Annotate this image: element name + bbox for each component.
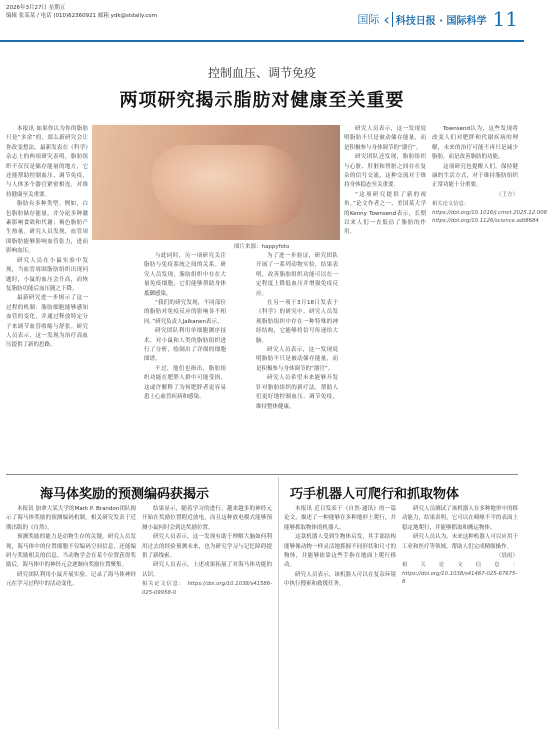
- doi-link[interactable]: https://doi.org/10.1016/j.cmet.2025.12.008: [432, 209, 547, 216]
- paragraph: 研究人员表示，这一发现有助于理解大脑如何利用过去的经验预测未来，也为研究学习与记忆障碍提供了新线索。: [142, 534, 272, 560]
- paper-reference: [142, 580, 272, 597]
- right-article-title: 巧手机器人可爬行和抓取物体: [290, 487, 460, 502]
- paragraph: 研究团队利用单细胞测序技术，对小鼠和人类的脂肪组织进行了分析，绘制出了详细的细胞图谱。: [144, 328, 226, 363]
- reference-label: 相关论文信息：: [402, 562, 518, 569]
- feature-column-1: [6, 125, 88, 470]
- date-line: 2026年3月27日 星期五: [6, 5, 66, 11]
- paragraph: 研究人员希望未来能够开发针对脂肪组织的新疗法，帮助人们更好地控制血压、调节免疫，维持整体健康。: [256, 375, 338, 410]
- paragraph: 在另一项于3月18日发表于《科学》的研究中，研究人员发现脂肪组织中存在一种特殊的神经结构，它能够将信号传递给大脑。: [256, 300, 338, 344]
- left-article-column-1: [6, 505, 136, 729]
- paragraph: 研究人员测试了该机器人在多种地形中的移动能力，结果表明，它可以在崎岖不平的表面上稳定地爬行，并能够抓取和搬运物体。: [402, 506, 518, 531]
- paragraph: 结果显示，随着学习的进行，越来越多的神经元开始在奖励位置附近放电，而且这种放电模式能够预测小鼠何时会到达奖励位置。: [142, 506, 272, 531]
- paper-reference: [402, 561, 518, 587]
- paragraph: 研究人员表示，上述成果拓展了对海马体功能的认识。: [142, 562, 272, 578]
- paragraph: 这项研究也提醒人们，保持健康的生活方式，对于维持脂肪组织正常功能十分重要。: [432, 163, 518, 189]
- author-signature: （王方）: [495, 191, 518, 198]
- paragraph: 这款机器人受到生物体启发，其手部结构能够像动物一样灵活地抓握不同形状和尺寸的物体，并能够依靠这些手指在地面上爬行移动。: [284, 534, 396, 569]
- feature-photo: [92, 125, 340, 240]
- doi-link[interactable]: https://doi.org/10.1126/science.adt8684: [432, 218, 539, 225]
- chevron-left-icon: ‹: [383, 9, 390, 29]
- paragraph: 研究团队还发现，脂肪组织与心脏、肝脏和肾脏之间存在复杂的信号交流，这种交流对于维持身体稳态至关重要。: [344, 154, 426, 189]
- photo-caption: 图片来源：happyfoto: [234, 244, 290, 250]
- paragraph: 研究团队利用小鼠开展实验，记录了海马体神经元在学习过程中的活动变化。: [6, 571, 136, 588]
- masthead-meta: [6, 4, 157, 20]
- left-article-column-2: [142, 505, 272, 729]
- paragraph: Townsend认为，这些发现将改变人们对肥胖和代谢疾病的理解，未来的治疗可能不再只是减少脂肪，而是改善脂肪的功能。: [432, 126, 518, 161]
- section-name: 国际: [357, 13, 380, 26]
- column-rule: [278, 477, 279, 729]
- paragraph: “这项研究提供了新的视角。”论文作者之一、美国某大学的Kenny Townsend表示，长期以来人们一直低估了脂肪的作用。: [344, 191, 426, 236]
- paragraph: 最新研究进一步揭示了这一过程的机制：脂肪细胞能够感知血管的变化，并通过释放特定分子来调节血管收缩与舒张。研究人员表示，这一发现为治疗高血压提供了新的思路。: [6, 295, 88, 349]
- paragraph: 研究人员表示，这一发现说明脂肪不只是被动储存能量，而是积极参与身体调节的“器官”。: [344, 126, 426, 151]
- doi-link[interactable]: https://doi.org/10.1038/s41586-025-09958-0: [142, 581, 272, 596]
- paragraph: 预测奖励的能力是动物生存的关键。研究人员发现，海马体中的位置细胞不仅编码空间信息，还能编码与奖励相关的信息。当动物学会在某个位置获得奖励后，海马体中的神经元会逐渐向奖励位置聚集。: [6, 534, 136, 569]
- page-number: 11: [492, 7, 518, 31]
- reference-label: 相关论文信息：: [432, 201, 470, 208]
- paragraph: 与此同时，另一项研究关注脂肪与免疫系统之间的关系。研究人员发现，脂肪组织中存在大量免疫细胞，它们能够帮助身体抵御感染。: [144, 253, 226, 297]
- newspaper-logo: 科技日报 · 国际科学: [392, 12, 487, 27]
- masthead-right: [357, 4, 518, 34]
- feature-column-5: [432, 125, 547, 470]
- feature-kicker: 控制血压、调节免疫: [207, 66, 316, 80]
- paragraph: 研究人员认为，未来这种机器人可以应用于工业和医疗等领域，帮助人们完成精细操作。: [402, 534, 518, 550]
- paper-reference: [432, 200, 547, 226]
- right-article-column-1: [284, 505, 396, 729]
- reference-label: 相关论文信息：: [142, 581, 185, 588]
- paragraph: 本报讯 如果你认为你的脂肪只是“多余”的，那么新研究会让你改变想法。最新发表在《科学》杂志上的两项研究表明，脂肪组织不仅仅是储存能量的地方，它还能帮助控制血压、调节免疫，与人体多个器官紧密相连，对维持健康至关重要。: [6, 126, 88, 198]
- feature-headline: 两项研究揭示脂肪对健康至关重要: [119, 90, 405, 111]
- paragraph: 研究人员在小鼠实验中发现，当血管周围脂肪组织出现问题时，小鼠的血压会升高，而恢复脂肪功能后血压随之下降。: [6, 257, 88, 292]
- paragraph: 研究人员表示，这一发现说明脂肪不只是被动储存能量，而是积极参与身体调节的“器官”。: [256, 347, 338, 372]
- feature-column-4a: [344, 125, 426, 470]
- right-article-column-2: [402, 505, 518, 729]
- paragraph: 本报讯 加拿大某大学的Mark P. Brandon团队揭示了海马体奖励的预测编码机制。相关研究发表于近期出版的《自然》。: [6, 506, 136, 531]
- paragraph: 为了进一步验证，研究团队开展了一系列动物实验，结果表明，改善脂肪组织功能可以在一定程度上降低血压并增强免疫反应。: [256, 253, 338, 297]
- paragraph: 脂肪有多种类型。例如，白色脂肪储存能量，并分泌多种激素影响食欲和代谢；褐色脂肪产生热量。研究人员发现，血管周围脂肪能够影响血管张力，进而影响血压。: [6, 201, 88, 255]
- editor-line: 编辑 张某某 / 电话 (010)62360921 邮箱 ydk@stdaily.com: [6, 13, 157, 19]
- left-article-title: 海马体奖励的预测编码获揭示: [40, 487, 210, 502]
- feature-column-2: [144, 252, 226, 470]
- section-divider: [6, 474, 518, 475]
- paragraph: 本报讯 近日发表于《自然·通讯》的一篇论文，描述了一种能够在多种地形上爬行，并能够抓取物体的机器人。: [284, 506, 396, 531]
- paragraph: 不过，他们也指出，脂肪组织功能在肥胖人群中可能受损，这或许解释了为何肥胖者更容易患上心血管疾病和感染。: [144, 365, 226, 401]
- masthead: [0, 0, 524, 42]
- feature-column-3: [256, 252, 338, 470]
- doi-link[interactable]: https://doi.org/10.1038/s41467-025-67675-8: [402, 570, 518, 586]
- paragraph: 研究人员表示，该机器人可以在复杂环境中执行搜索和救援任务。: [284, 571, 396, 588]
- paragraph: “我们的研究发现，不同部位的脂肪对免疫反应的影响各不相同。”研究负责人Jalkanen表示。: [144, 300, 226, 325]
- author-signature: （晨雨）: [495, 553, 518, 560]
